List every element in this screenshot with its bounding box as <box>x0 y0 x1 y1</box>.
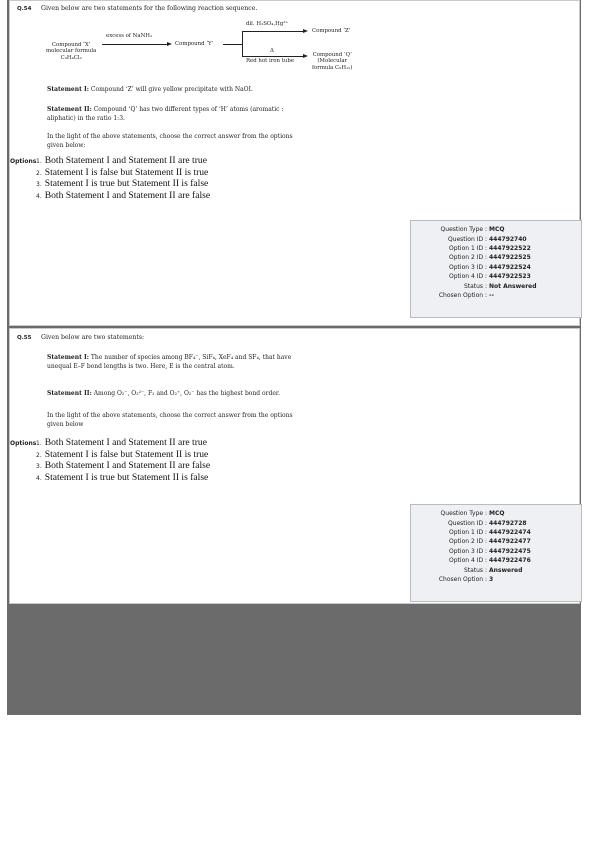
statement-2-label: Statement II: <box>47 106 92 113</box>
options-label: Options <box>10 440 37 447</box>
info-value: 4447922477 <box>489 538 531 546</box>
info-key: Question Type : <box>440 226 487 234</box>
options-list <box>36 437 210 483</box>
info-value: 4447922475 <box>489 547 531 555</box>
info-value: 4447922525 <box>489 254 531 262</box>
info-key: Option 2 ID : <box>449 254 487 262</box>
question-panel-q55 <box>9 328 580 604</box>
info-option-1-id <box>411 528 581 537</box>
info-value: 4447922524 <box>489 263 531 271</box>
info-option-2-id <box>411 253 581 262</box>
statement-2-text: Among O₂⁻, O₂²⁻, F₂ and O₂⁺, O₂⁻ has the highest bond order. <box>91 390 281 397</box>
info-key: Question ID : <box>447 519 487 527</box>
statement-2-text-cont: aliphatic) in the ratio 1:3. <box>47 115 125 123</box>
option-3[interactable] <box>36 460 210 472</box>
info-key: Question Type : <box>440 510 487 518</box>
compound-x-desc: molecular formula <box>46 48 97 55</box>
statement-1-label: Statement I: <box>47 86 89 93</box>
option-4[interactable] <box>36 190 210 202</box>
info-value: 444792740 <box>489 235 527 243</box>
statement-2 <box>47 105 283 124</box>
option-text: Both Statement I and Statement II are false <box>44 189 211 201</box>
question-stem: Given below are two statements: <box>41 334 145 341</box>
arrow-3 <box>242 56 304 57</box>
question-info-panel <box>410 504 582 602</box>
option-1[interactable] <box>36 437 210 449</box>
instruction-line: In the light of the above statements, choose the correct answer from the options <box>47 412 293 419</box>
question-panel-q54 <box>9 0 580 326</box>
option-number: 3. <box>36 463 42 471</box>
compound-x-formula: C₃H₄Cl₂ <box>60 54 82 61</box>
info-key: Option 1 ID : <box>449 528 487 536</box>
statement-1-text-cont: unequal E–F bond lengths is two. Here, E is the central atom. <box>47 363 235 371</box>
statement-2 <box>47 389 280 398</box>
option-number: 1. <box>36 158 42 165</box>
option-text: Statement I is true but Statement II is false <box>44 471 209 483</box>
compound-q <box>312 52 352 71</box>
option-3[interactable] <box>36 178 210 190</box>
question-number: Q.54 <box>17 6 32 12</box>
compound-y: Compound ‘Y’ <box>175 41 214 47</box>
options-list <box>36 155 210 201</box>
info-value: Answered <box>489 566 523 574</box>
instruction-line: given below <box>47 421 84 429</box>
info-key: Option 4 ID : <box>449 557 487 565</box>
arrow-1-head <box>167 42 172 46</box>
compound-q-formula: formula C₉H₁₂) <box>312 64 353 71</box>
option-number: 3. <box>36 181 42 189</box>
info-value: -- <box>489 291 494 299</box>
info-question-type <box>411 509 581 518</box>
info-option-3-id <box>411 263 581 272</box>
compound-q-desc: (Molecular <box>317 58 348 65</box>
option-number: 2. <box>36 451 42 459</box>
arrow-2-stem <box>223 44 243 45</box>
option-2[interactable] <box>36 449 210 461</box>
compound-z: Compound ‘Z’ <box>312 28 351 34</box>
statement-1-text: Compound ‘Z’ will give yellow precipitate with NaOI. <box>89 86 253 93</box>
statement-1 <box>47 85 253 94</box>
statement-1-label: Statement I: <box>47 354 89 361</box>
info-chosen-option <box>411 291 581 300</box>
info-option-4-id <box>411 556 581 565</box>
option-text: Both Statement I and Statement II are true <box>44 155 207 166</box>
info-option-3-id <box>411 547 581 556</box>
statement-1-text: The number of species among BF₄⁻, SiF₄, XeF₄ and SF₄, that have <box>89 354 292 361</box>
compound-x <box>46 42 96 61</box>
option-1[interactable] <box>36 155 210 167</box>
info-key: Option 2 ID : <box>449 538 487 546</box>
reagent-red-hot-iron: Red hot iron tube <box>246 58 295 64</box>
info-key: Option 4 ID : <box>449 273 487 281</box>
reagent-nanh2: excess of NaNH₂ <box>106 33 153 39</box>
compound-x-name: Compound ‘X’ <box>51 42 91 48</box>
info-key: Chosen Option : <box>438 291 487 299</box>
info-value: Not Answered <box>489 282 537 290</box>
branch-line <box>242 31 243 57</box>
question-info-panel <box>410 220 582 318</box>
info-key: Status : <box>463 566 487 574</box>
reagent-delta: Δ <box>270 48 274 54</box>
info-key: Status : <box>463 282 487 290</box>
option-text: Statement I is false but Statement II is true <box>44 166 209 178</box>
info-value: 3 <box>489 575 494 583</box>
arrow-2-head <box>303 29 308 33</box>
option-number: 2. <box>36 169 42 177</box>
info-status <box>411 281 581 290</box>
instruction-line: given below: <box>47 142 86 150</box>
option-text: Both Statement I and Statement II are false <box>44 460 211 472</box>
info-question-id <box>411 518 581 527</box>
arrow-1 <box>102 44 168 45</box>
instruction-line: In the light of the above statements, choose the correct answer from the options <box>47 133 293 140</box>
options-label: Options <box>10 158 37 165</box>
info-option-1-id <box>411 244 581 253</box>
info-value: MCQ <box>489 226 505 234</box>
compound-q-name: Compound ‘Q’ <box>312 52 352 58</box>
instruction <box>47 411 293 430</box>
info-option-2-id <box>411 537 581 546</box>
option-text: Statement I is false but Statement II is true <box>44 448 209 460</box>
info-key: Option 3 ID : <box>449 547 487 555</box>
statement-1 <box>47 353 291 372</box>
info-chosen-option <box>411 575 581 584</box>
info-key: Question ID : <box>447 235 487 243</box>
info-value: 444792728 <box>489 519 527 527</box>
option-2[interactable] <box>36 167 210 179</box>
option-number: 1. <box>36 440 42 447</box>
option-text: Statement I is true but Statement II is false <box>44 178 209 190</box>
reagent-h2so4: dil. H₂SO₄,Hg²⁺ <box>246 21 289 27</box>
info-value: 4447922522 <box>489 244 531 252</box>
statement-2-label: Statement II: <box>47 390 92 397</box>
instruction <box>47 132 293 151</box>
arrow-2 <box>242 31 304 32</box>
statement-2-text: Compound ‘Q’ has two different types of ‘H’ atoms (aromatic : <box>91 106 284 113</box>
info-key: Option 3 ID : <box>449 263 487 271</box>
question-stem: Given below are two statements for the following reaction sequence. <box>41 5 258 12</box>
info-value: MCQ <box>489 510 505 518</box>
info-question-type <box>411 225 581 234</box>
info-value: 4447922476 <box>489 557 531 565</box>
option-4[interactable] <box>36 472 210 484</box>
info-key: Chosen Option : <box>438 575 487 583</box>
info-value: 4447922474 <box>489 528 531 536</box>
info-key: Option 1 ID : <box>449 244 487 252</box>
info-question-id <box>411 234 581 243</box>
option-number: 4. <box>36 474 42 482</box>
option-text: Both Statement I and Statement II are true <box>44 437 207 448</box>
info-value: 4447922523 <box>489 273 531 281</box>
option-number: 4. <box>36 192 42 200</box>
info-option-4-id <box>411 272 581 281</box>
info-status <box>411 565 581 574</box>
question-number: Q.55 <box>17 335 32 341</box>
arrow-3-head <box>303 54 308 58</box>
